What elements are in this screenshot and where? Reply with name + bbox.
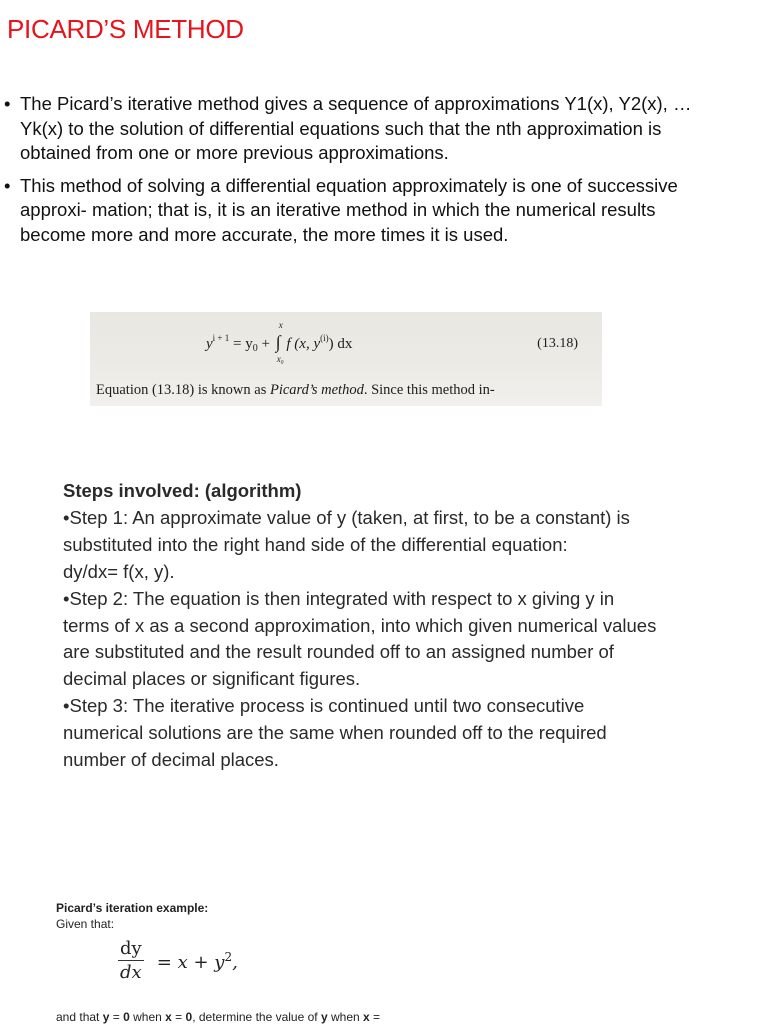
formula-integrand-end: ) dx (328, 336, 353, 352)
derivative-fraction (118, 938, 144, 985)
bullet-item (4, 174, 694, 248)
caption-end: . Since this method in- (363, 382, 495, 398)
equation-rhs (157, 950, 238, 973)
cond-text: = (369, 1010, 381, 1024)
intro-bullet-list (4, 92, 694, 255)
cond-text: , determine the value of (192, 1010, 321, 1024)
integral-symbol: ∫ (275, 332, 281, 352)
cond-var-x: x (363, 1010, 370, 1024)
integral-sign (275, 320, 284, 364)
caption-italic: Picard’s method (269, 382, 364, 398)
step-1-formula: dy/dx= f(x, y). (63, 560, 175, 582)
example-given: Given that: (56, 917, 115, 931)
cond-text: when (327, 1010, 363, 1024)
integral-upper-limit: x (278, 320, 283, 330)
integral-lower-limit: x₀ (276, 354, 284, 364)
fraction-denominator: dx (120, 962, 142, 983)
bullet-marker: • (4, 93, 11, 114)
formula-integrand-sup: (i) (320, 333, 329, 343)
formula-equals-y0: = y (233, 336, 253, 352)
bullet-marker: • (4, 174, 11, 196)
step-1: •Step 1: An approximate value of y (taken, at first, to be a constant) is substituted into the right hand side of the differential equation: (63, 506, 630, 555)
example-equation (118, 938, 238, 985)
bullet-item (4, 92, 694, 166)
formula-plus: + (261, 336, 270, 352)
cond-var-x: x (165, 1010, 172, 1024)
cond-text: when (129, 1010, 166, 1024)
example-title: Picard’s iteration example: (56, 901, 209, 915)
fraction-numerator: dy (120, 938, 142, 959)
rhs-text: = x + y (156, 952, 225, 973)
rhs-end: , (232, 952, 238, 973)
caption-start: Equation (13.18) is known as (96, 382, 270, 398)
equation-caption (96, 382, 495, 399)
steps-section (63, 478, 663, 774)
cond-value: 0 (123, 1010, 130, 1024)
steps-heading: Steps involved: (algorithm) (63, 480, 302, 501)
slide-title: PICARD’S METHOD (7, 14, 244, 44)
bullet-text: The Picard’s iterative method gives a sequence of approximations Y1(x), Y2(x), … Yk(x) to the solution of differential equations such that the nth approximation is obtained from one or more previous approximations. (20, 93, 692, 163)
example-condition (56, 1010, 380, 1024)
formula-y0-sub: 0 (252, 343, 258, 354)
equation-image (90, 312, 602, 406)
picard-formula (206, 320, 353, 364)
cond-var-y: y (102, 1010, 110, 1024)
cond-var-y: y (320, 1010, 328, 1024)
formula-lhs: y (206, 336, 213, 352)
formula-lhs-sup: i + 1 (212, 333, 230, 343)
example-section (56, 900, 656, 932)
cond-text: = (171, 1010, 186, 1024)
equation-number: (13.18) (537, 336, 578, 351)
step-3: •Step 3: The iterative process is continued until two consecutive numerical solutions are the same when rounded off to the required number of decimal places. (63, 695, 607, 771)
cond-text: = (109, 1010, 124, 1024)
cond-value: 0 (185, 1010, 193, 1024)
rhs-exponent: 2 (224, 950, 233, 964)
cond-text: and that (56, 1010, 103, 1024)
formula-integrand: f (x, y (286, 336, 321, 352)
bullet-text: This method of solving a differential equation approximately is one of successive approxi- mation; that is, it is an iterative method in which the numerical results become more and more accurate, the more times it is used. (20, 174, 678, 245)
step-2: •Step 2: The equation is then integrated with respect to x giving y in terms of x as a second approximation, into which given numerical values are substituted and the result rounded off to an assigned number of decimal places or significant figures. (63, 587, 657, 690)
